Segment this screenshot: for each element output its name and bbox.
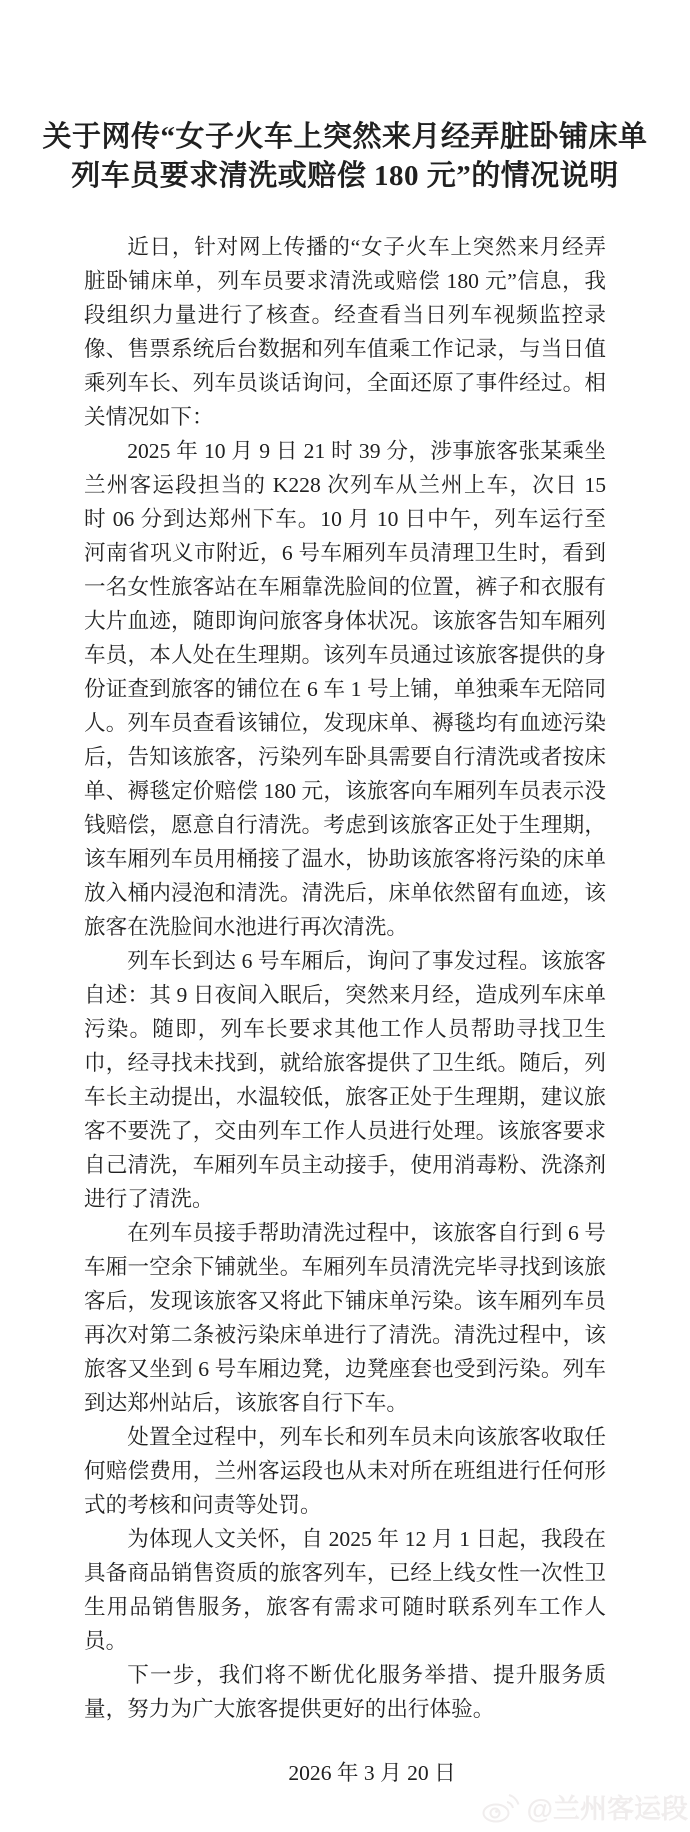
document-title	[40, 118, 650, 196]
paragraph-closing: 下一步，我们将不断优化服务举措、提升服务质量，努力为广大旅客提供更好的出行体验。	[84, 1663, 606, 1721]
statement-document	[0, 118, 690, 1832]
paragraph-service: 为体现人文关怀，自 2025 年 12 月 1 日起，我段在具备商品销售资质的旅客列车，已经上线女性一次性卫生用品销售服务，旅客有需求可随时联系列车工作人员。	[84, 1527, 606, 1653]
document-date: 2026 年 3 月 20 日	[288, 1761, 456, 1785]
weibo-logo-icon	[481, 1790, 523, 1824]
paragraph-incident: 2025 年 10 月 9 日 21 时 39 分，涉事旅客张某乘坐兰州客运段担当的 K228 次列车从兰州上车，次日 15 时 06 分到达郑州下车。10 月 10 日中午，列车运行至河南省巩义市附近，6 号车厢列车员清理卫生时，看到一名女性旅客站在车厢靠洗脸间的位置，裤子和衣服有大片血迹，随即询问旅客身体状况。该旅客告知车厢列车员，本人处在生理期。该列车员通过该旅客提供的身份证查到旅客的铺位在 6 车 1 号上铺，单独乘车无陪同人。列车员查看该铺位，发现床单、褥毯均有血迹污染后，告知该旅客，污染列车卧具需要自行清洗或者按床单、褥毯定价赔偿 180 元，该旅客向车厢列车员表示没钱赔偿，愿意自行清洗。考虑到该旅客正处于生理期，该车厢列车员用桶接了温水，协助该旅客将污染的床单放入桶内浸泡和清洗。清洗后，床单依然留有血迹，该旅客在洗脸间水池进行再次清洗。	[84, 439, 606, 939]
paragraph-no-charge: 处置全过程中，列车长和列车员未向该旅客收取任何赔偿费用，兰州客运段也从未对所在班组进行任何形式的考核和问责等处罚。	[84, 1425, 606, 1517]
watermark	[481, 1787, 688, 1826]
paragraph-cleaning: 在列车员接手帮助清洗过程中，该旅客自行到 6 号车厢一空余下铺就坐。车厢列车员清洗完毕寻找到该旅客后，发现该旅客又将此下铺床单污染。该车厢列车员再次对第二条被污染床单进行了清洗。清洗过程中，该旅客又坐到 6 号车厢边凳，边凳座套也受到污染。列车到达郑州站后，该旅客自行下车。	[84, 1221, 606, 1415]
paragraph-conductor: 列车长到达 6 号车厢后，询问了事发过程。该旅客自述：其 9 日夜间入眠后，突然来月经，造成列车床单污染。随即，列车长要求其他工作人员帮助寻找卫生巾，经寻找未找到，就给旅客提供了卫生纸。随后，列车长主动提出，水温较低，旅客正处于生理期，建议旅客不要洗了，交由列车工作人员进行处理。该旅客要求自己清洗，车厢列车员主动接手，使用消毒粉、洗涤剂进行了清洗。	[84, 949, 606, 1211]
title-line-1: 关于网传“女子火车上突然来月经弄脏卧铺床单	[42, 121, 648, 153]
watermark-handle: @兰州客运段	[526, 1794, 688, 1824]
document-body	[84, 230, 606, 1790]
paragraph-intro: 近日，针对网上传播的“女子火车上突然来月经弄脏卧铺床单，列车员要求清洗或赔偿 180 元”信息，我段组织力量进行了核查。经查看当日列车视频监控录像、售票系统后台数据和列车值乘工作记录，与当日值乘列车长、列车员谈话询问，全面还原了事件经过。相关情况如下：	[84, 235, 606, 429]
title-line-2: 列车员要求清洗或赔偿 180 元”的情况说明	[71, 160, 619, 192]
